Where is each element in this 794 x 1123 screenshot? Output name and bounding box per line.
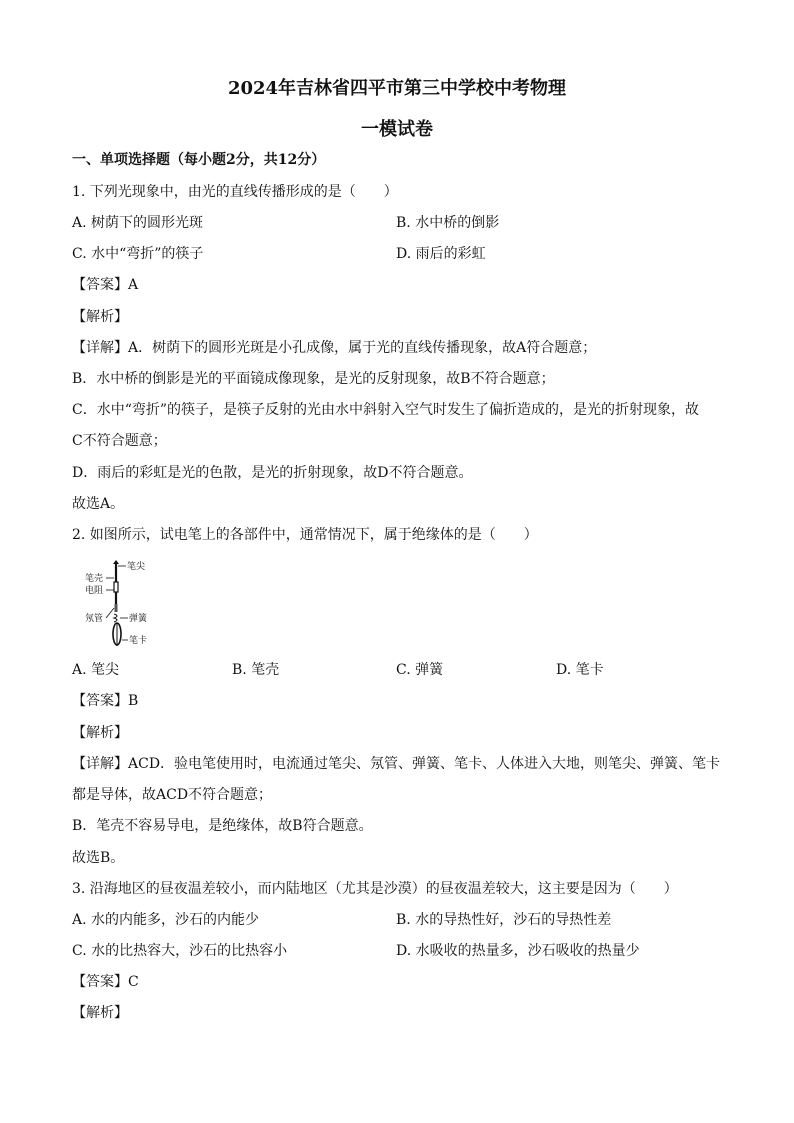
label-clip: 笔卡 <box>129 636 148 646</box>
exam-title-line2: 一模试卷 <box>361 119 433 140</box>
q2-option-a: A. 笔尖 <box>72 662 120 678</box>
q1-option-c: C. 水中“弯折”的筷子 <box>72 246 204 262</box>
q2-detail-acd-part2: 都是导体，故ACD不符合题意； <box>72 787 273 803</box>
q1-detail-c-part1: C．水中“弯折”的筷子，是筷子反射的光由水中斜射入空气时发生了偏折造成的，是光的折射现象，故 <box>72 402 700 418</box>
q3-option-d: D. 水吸收的热量多，沙石吸收的热量少 <box>396 943 640 959</box>
q3-answer: 【答案】C <box>72 974 139 990</box>
q3-option-a: A. 水的内能多，沙石的内能少 <box>72 912 260 928</box>
test-pen-diagram <box>80 560 170 652</box>
label-spring: 弹簧 <box>129 614 148 624</box>
q2-option-c: C. 弹簧 <box>396 662 444 678</box>
q2-option-d: D. 笔卡 <box>556 662 604 678</box>
q1-conclusion: 故选A。 <box>72 496 125 512</box>
q2-detail-b: B．笔壳不容易导电，是绝缘体，故B符合题意。 <box>72 818 373 834</box>
q1-detail-b: B．水中桥的倒影是光的平面镜成像现象，是光的反射现象，故B不符合题意； <box>72 371 555 387</box>
q1-detail-a: 【详解】A．树荫下的圆形光斑是小孔成像，属于光的直线传播现象，故A符合题意； <box>72 340 597 356</box>
q1-option-d: D. 雨后的彩虹 <box>396 246 486 262</box>
pen-tip-shape <box>113 560 119 564</box>
q1-answer: 【答案】A <box>72 277 139 293</box>
spring-shape <box>114 614 117 622</box>
exam-title-line1: 2024年吉林省四平市第三中学校中考物理 <box>227 78 567 99</box>
q1-detail-d: D．雨后的彩虹是光的色散，是光的折射现象，故D不符合题意。 <box>72 465 473 481</box>
label-neon: 氖管 <box>85 614 104 624</box>
q2-conclusion: 故选B。 <box>72 850 125 866</box>
q2-answer: 【答案】B <box>72 693 139 709</box>
q3-stem: 3. 沿海地区的昼夜温差较小，而内陆地区（尤其是沙漠）的昼夜温差较大，这主要是因为（ ） <box>72 881 678 897</box>
q2-stem: 2. 如图所示，试电笔上的各部件中，通常情况下，属于绝缘体的是（ ） <box>72 527 538 543</box>
label-resistor: 电阻 <box>85 586 104 596</box>
q1-analysis-label: 【解析】 <box>72 309 128 325</box>
q3-analysis-label: 【解析】 <box>72 1005 128 1021</box>
leader-neon <box>106 608 114 618</box>
resistor-shape <box>114 582 118 592</box>
q1-option-a: A. 树荫下的圆形光斑 <box>72 215 204 231</box>
q1-option-b: B. 水中桥的倒影 <box>396 215 500 231</box>
neon-tube-shape <box>115 604 118 612</box>
label-shell: 笔壳 <box>85 574 104 584</box>
q3-option-b: B. 水的导热性好，沙石的导热性差 <box>396 912 612 928</box>
q2-analysis-label: 【解析】 <box>72 725 128 741</box>
q3-option-c: C. 水的比热容大，沙石的比热容小 <box>72 943 288 959</box>
q2-option-b: B. 笔壳 <box>232 662 280 678</box>
q2-detail-acd-part1: 【详解】ACD．验电笔使用时，电流通过笔尖、氖管、弹簧、笔卡、人体进入大地，则笔尖、弹簧、笔卡 <box>72 756 721 772</box>
q1-detail-c-part2: C不符合题意； <box>72 433 167 449</box>
label-tip: 笔尖 <box>127 562 146 572</box>
q1-stem: 1. 下列光现象中，由光的直线传播形成的是（ ） <box>72 184 398 200</box>
section-heading: 一、单项选择题（每小题2分，共12分） <box>72 152 326 168</box>
